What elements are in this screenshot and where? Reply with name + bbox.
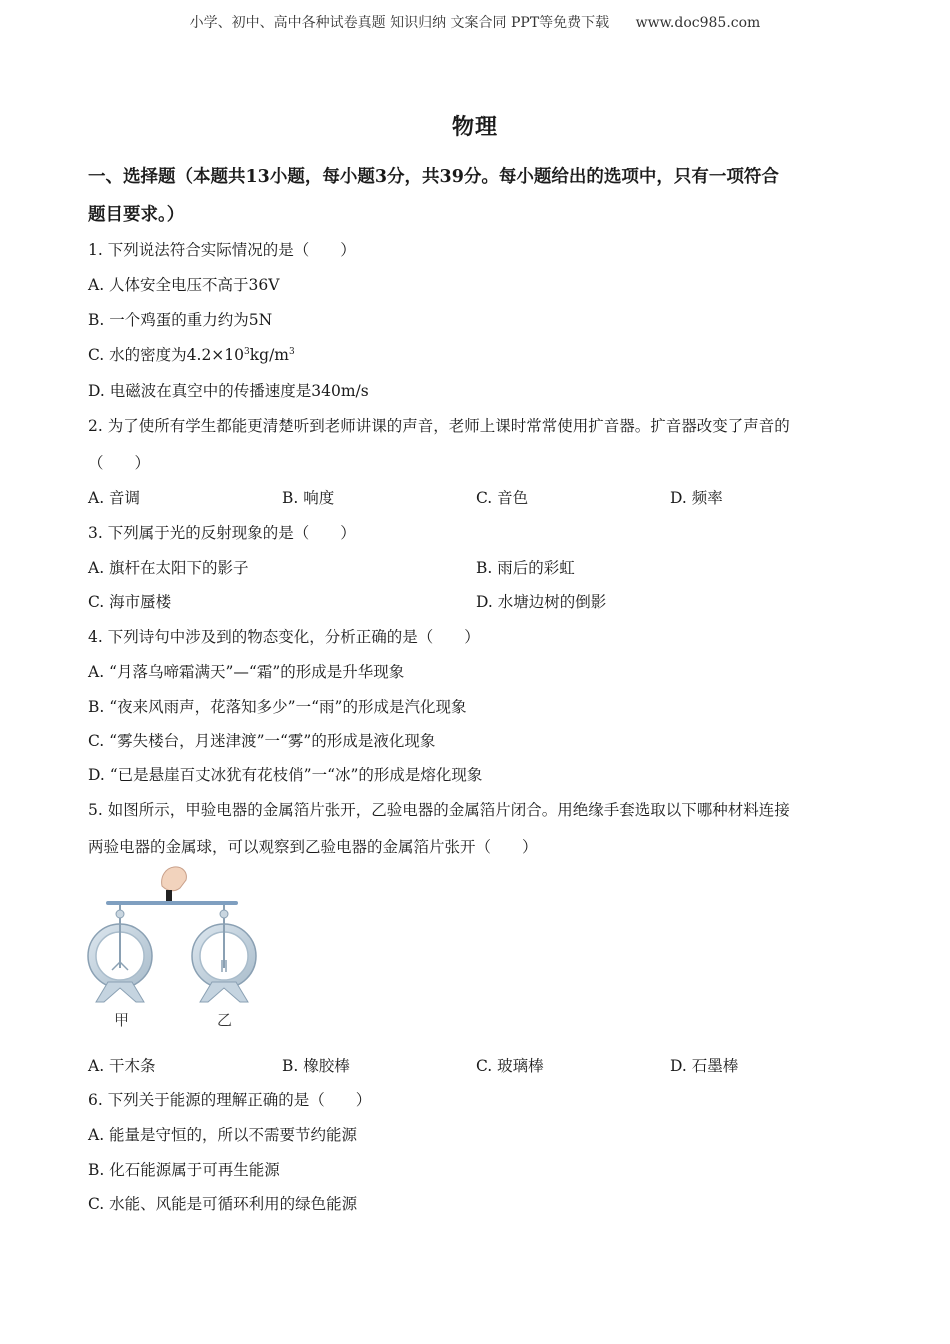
section-heading-line1: 一、选择题（本题共13小题，每小题3分，共39分。每小题给出的选项中，只有一项符合 <box>88 167 779 187</box>
label-yi: 乙 <box>217 1011 233 1029</box>
q3-stem: 3. 下列属于光的反射现象的是（ ） <box>88 524 356 542</box>
connecting-rod <box>106 901 238 905</box>
q6-option-b: B. 化石能源属于可再生能源 <box>88 1161 280 1179</box>
q1-c-exponent-1: 3 <box>244 346 250 357</box>
q5-stem-line1: 5. 如图所示，甲验电器的金属箔片张开，乙验电器的金属箔片闭合。用绝缘手套选取以下哪种材料连接 <box>88 801 790 819</box>
q1-stem: 1. 下列说法符合实际情况的是（ ） <box>88 241 356 259</box>
q1-c-text: C. 水的密度为4.2×10 <box>88 346 245 364</box>
q6-option-a: A. 能量是守恒的，所以不需要节约能源 <box>88 1126 358 1144</box>
q4-option-c: C. “雾失楼台，月迷津渡”一“雾”的形成是液化现象 <box>88 732 436 750</box>
header-site: www.doc985.com <box>635 15 761 31</box>
q3-option-b: B. 雨后的彩虹 <box>476 559 575 577</box>
electroscope-yi <box>192 905 256 1002</box>
q3-option-d: D. 水塘边树的倒影 <box>476 593 607 611</box>
q2-option-c: C. 音色 <box>476 489 529 507</box>
electroscope-figure <box>82 862 282 1034</box>
electroscope-jia <box>88 905 152 1002</box>
q2-stem-line1: 2. 为了使所有学生都能更清楚听到老师讲课的声音，老师上课时常常使用扩音器。扩音器改变了声音的 <box>88 417 790 435</box>
q1-option-b: B. 一个鸡蛋的重力约为5N <box>88 311 273 329</box>
q4-stem: 4. 下列诗句中涉及到的物态变化，分析正确的是（ ） <box>88 628 480 646</box>
q5-option-d: D. 石墨棒 <box>670 1057 739 1075</box>
q5-stem-line2: 两验电器的金属球，可以观察到乙验电器的金属箔片张开（ ） <box>88 838 538 856</box>
q4-option-b: B. “夜来风雨声，花落知多少”一“雨”的形成是汽化现象 <box>88 698 467 716</box>
q1-option-c <box>88 343 295 365</box>
hand-icon <box>162 867 187 904</box>
q6-option-c: C. 水能、风能是可循环利用的绿色能源 <box>88 1195 358 1213</box>
q2-stem-line2: （ ） <box>88 454 151 472</box>
q1-c-unit: kg/m <box>249 346 289 364</box>
q5-option-c: C. 玻璃棒 <box>476 1057 544 1075</box>
q4-option-d: D. “已是悬崖百丈冰犹有花枝俏”一“冰”的形成是熔化现象 <box>88 766 483 784</box>
q3-option-c: C. 海市蜃楼 <box>88 593 172 611</box>
q6-stem: 6. 下列关于能源的理解正确的是（ ） <box>88 1091 372 1109</box>
q2-option-b: B. 响度 <box>282 489 335 507</box>
q5-option-b: B. 橡胶棒 <box>282 1057 350 1075</box>
page-title: 物理 <box>451 114 498 140</box>
q3-option-a: A. 旗杆在太阳下的影子 <box>88 559 249 577</box>
q4-option-a: A. “月落乌啼霜满天”—“霜”的形成是升华现象 <box>88 663 405 681</box>
q2-option-d: D. 频率 <box>670 489 723 507</box>
label-jia: 甲 <box>114 1011 130 1029</box>
q1-c-exponent-2: 3 <box>289 346 295 357</box>
header-text: 小学、初中、高中各种试卷真题 知识归纳 文案合同 PPT等免费下载 <box>189 15 610 31</box>
q1-option-a: A. 人体安全电压不高于36V <box>88 276 280 294</box>
q1-option-d: D. 电磁波在真空中的传播速度是340m/s <box>88 382 369 400</box>
section-heading-line2: 题目要求。） <box>88 205 185 225</box>
page-header <box>0 12 950 32</box>
q2-option-a: A. 音调 <box>88 489 141 507</box>
q5-option-a: A. 干木条 <box>88 1057 156 1075</box>
